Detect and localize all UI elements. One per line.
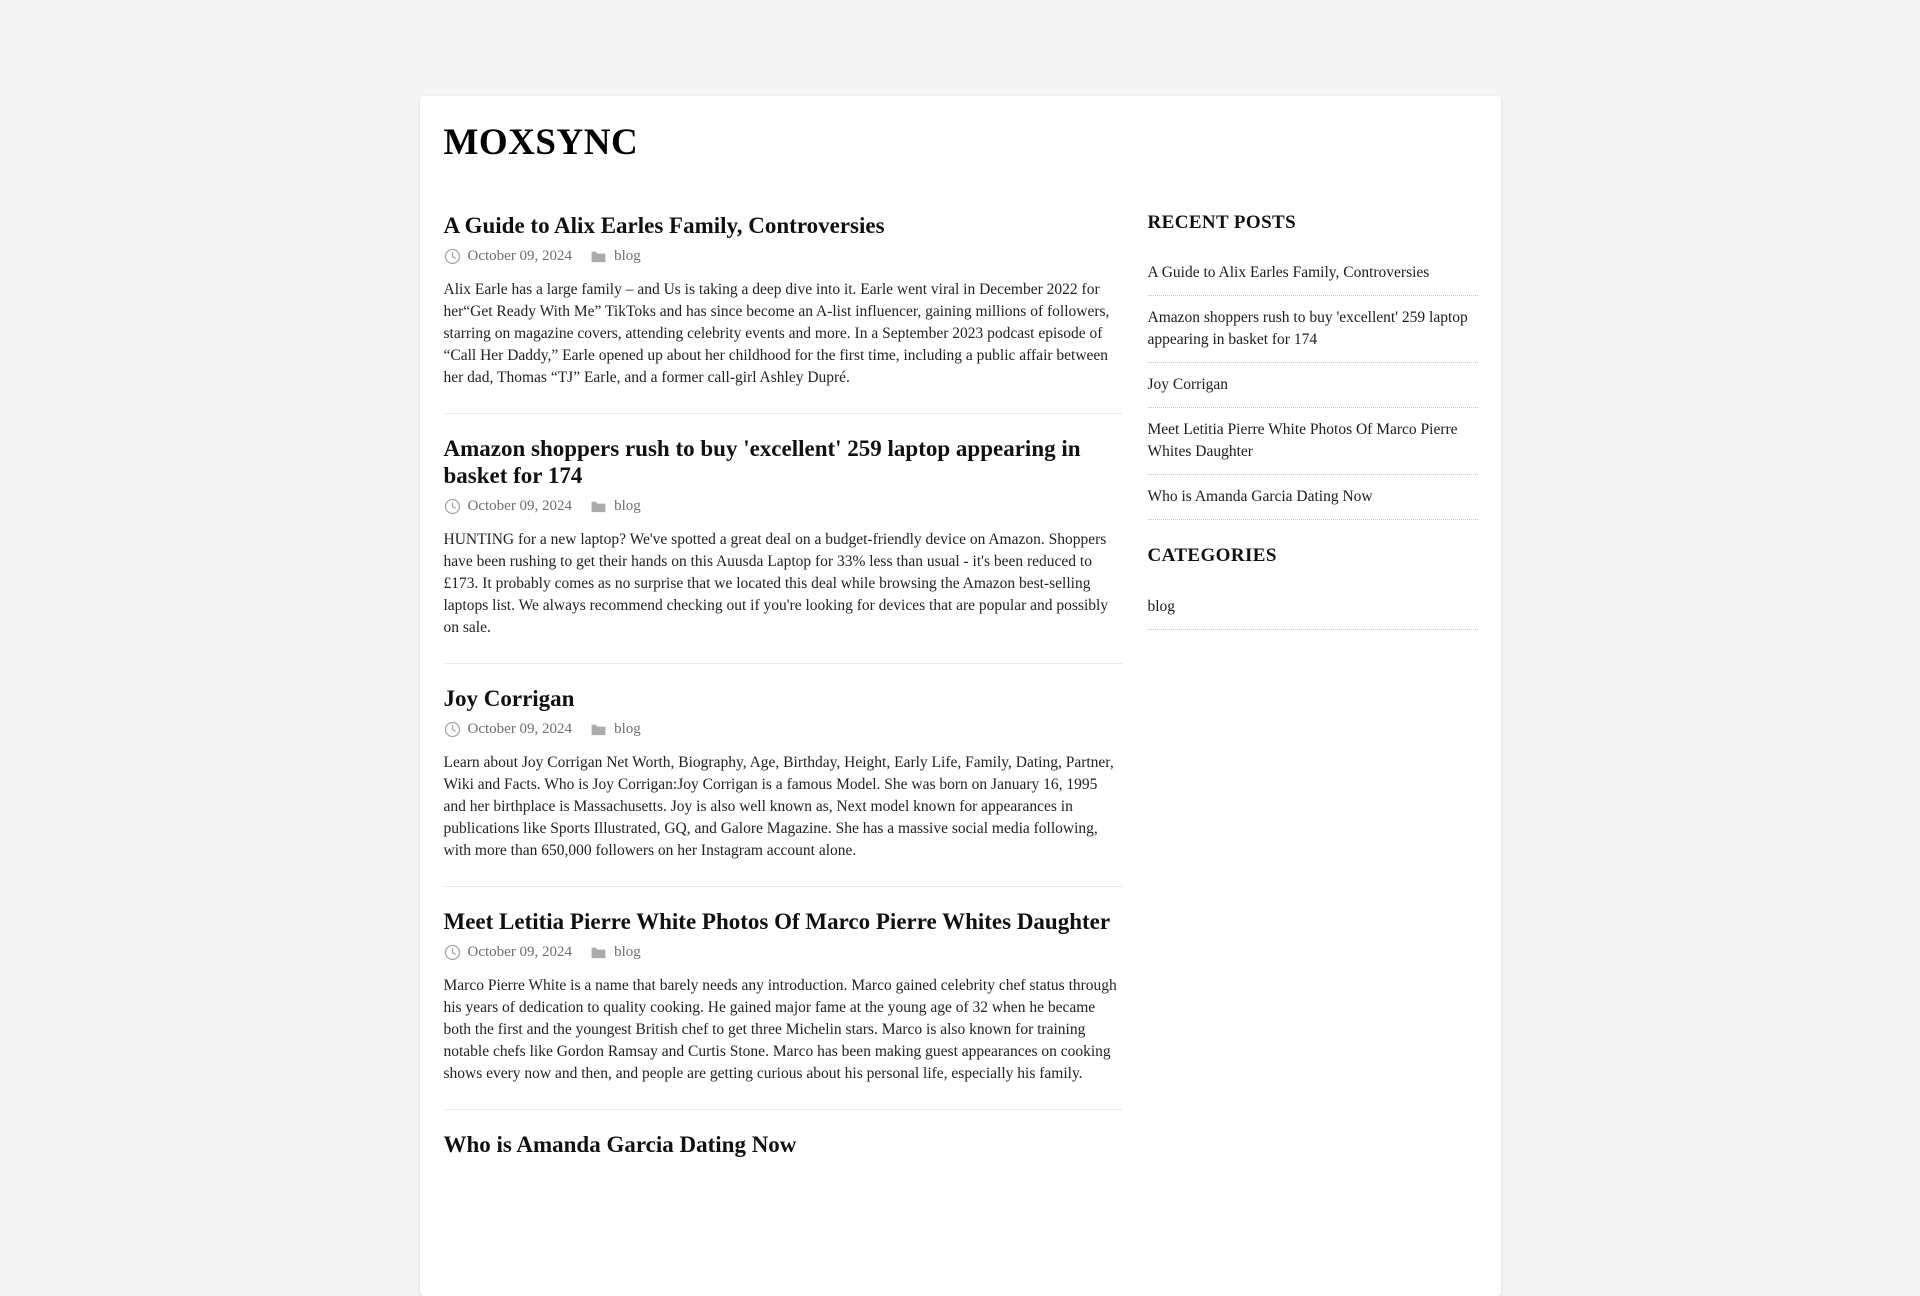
post-title-link[interactable]: Meet Letitia Pierre White Photos Of Marco Pierre Whites Daughter [443, 909, 1111, 935]
post-meta [444, 498, 1122, 515]
post-excerpt: Learn about Joy Corrigan Net Worth, Biography, Age, Birthday, Height, Early Life, Family, Dating, Partner, Wiki and Facts. Who is Joy Corrigan:Joy Corrigan is a famous Model. She was born on January 16, 1995 and her birthplace is Massachusetts. Joy is also well known as, Next model known for appearances in publications like Sports Illustrated, GQ, and Galore Magazine. She has a massive social media following, with more than 650,000 followers on her Instagram account alone. [443, 754, 1114, 860]
folder-icon [590, 721, 607, 738]
site-title[interactable]: MOXSYNC [443, 122, 639, 163]
post-article [444, 1131, 1122, 1182]
category-link[interactable]: blog [1148, 585, 1478, 630]
post-category-link[interactable]: blog [614, 497, 641, 514]
categories-widget [1148, 545, 1478, 630]
post-list [444, 212, 1122, 1183]
post-excerpt: HUNTING for a new laptop? We've spotted a great deal on a budget-friendly device on Amazon. Shoppers have been rushing to get their hands on this Auusda Laptop for 33% less than usual - it's been reduced to £173. It probably comes as no surprise that we located this deal while browsing the Amazon best-selling laptops list. We always recommend checking out if you're looking for devices that are popular and possibly on sale. [443, 530, 1109, 636]
post-title-link[interactable]: Joy Corrigan [443, 685, 575, 711]
post-category-link[interactable]: blog [614, 247, 641, 264]
recent-post-link[interactable]: A Guide to Alix Earles Family, Controversies [1148, 251, 1478, 296]
post-category-link[interactable]: blog [614, 944, 641, 961]
post-date: October 09, 2024 [467, 721, 573, 738]
post-title-link[interactable]: A Guide to Alix Earles Family, Controversies [443, 212, 885, 238]
post-category-link[interactable]: blog [614, 721, 641, 738]
recent-posts-list [1148, 251, 1478, 520]
post-article [444, 435, 1122, 664]
post-date: October 09, 2024 [467, 247, 573, 264]
recent-post-link[interactable]: Amazon shoppers rush to buy 'excellent' 259 laptop appearing in basket for 174 [1148, 296, 1478, 363]
post-title-link[interactable]: Who is Amanda Garcia Dating Now [443, 1132, 797, 1158]
content-row [444, 212, 1478, 1183]
post-excerpt: Alix Earle has a large family – and Us is taking a deep dive into it. Earle went viral in December 2022 for her“Get Ready With Me” TikToks and has since become an A-list influencer, gaining millions of followers, starring on magazine covers, attending celebrity events and more. In a September 2023 podcast episode of “Call Her Daddy,” Earle opened up about her childhood for the first time, including a public affair between her dad, Thomas “TJ” Earle, and a former call-girl Ashley Dupré. [443, 280, 1110, 386]
sidebar [1148, 212, 1478, 1183]
recent-post-link[interactable]: Who is Amanda Garcia Dating Now [1148, 475, 1478, 520]
folder-icon [590, 248, 607, 265]
post-article [444, 908, 1122, 1110]
post-date: October 09, 2024 [467, 497, 573, 514]
recent-post-link[interactable]: Joy Corrigan [1148, 363, 1478, 408]
categories-list [1148, 585, 1478, 630]
post-article [444, 212, 1122, 414]
post-article [444, 685, 1122, 887]
clock-icon [444, 248, 461, 265]
post-meta [444, 248, 1122, 265]
recent-posts-heading: RECENT POSTS [1147, 211, 1297, 233]
clock-icon [444, 944, 461, 961]
post-meta [444, 944, 1122, 961]
post-title-link[interactable]: Amazon shoppers rush to buy 'excellent' 259 laptop appearing in basket for 174 [443, 435, 1081, 488]
clock-icon [444, 498, 461, 515]
recent-posts-widget [1148, 212, 1478, 521]
folder-icon [590, 498, 607, 515]
page-card [420, 96, 1501, 1296]
post-meta [444, 721, 1122, 738]
recent-post-link[interactable]: Meet Letitia Pierre White Photos Of Marco Pierre Whites Daughter [1148, 408, 1478, 475]
post-date: October 09, 2024 [467, 944, 573, 961]
clock-icon [444, 721, 461, 738]
categories-heading: CATEGORIES [1147, 545, 1277, 567]
folder-icon [590, 944, 607, 961]
post-excerpt: Marco Pierre White is a name that barely needs any introduction. Marco gained celebrity chef status through his years of dedication to quality cooking. He gained major fame at the young age of 32 when he became both the first and the youngest British chef to get three Michelin stars. Marco is also known for training notable chefs like Gordon Ramsay and Curtis Stone. Marco has been making guest appearances on cooking shows every now and then, and people are getting curious about his personal life, especially his family. [443, 977, 1117, 1083]
